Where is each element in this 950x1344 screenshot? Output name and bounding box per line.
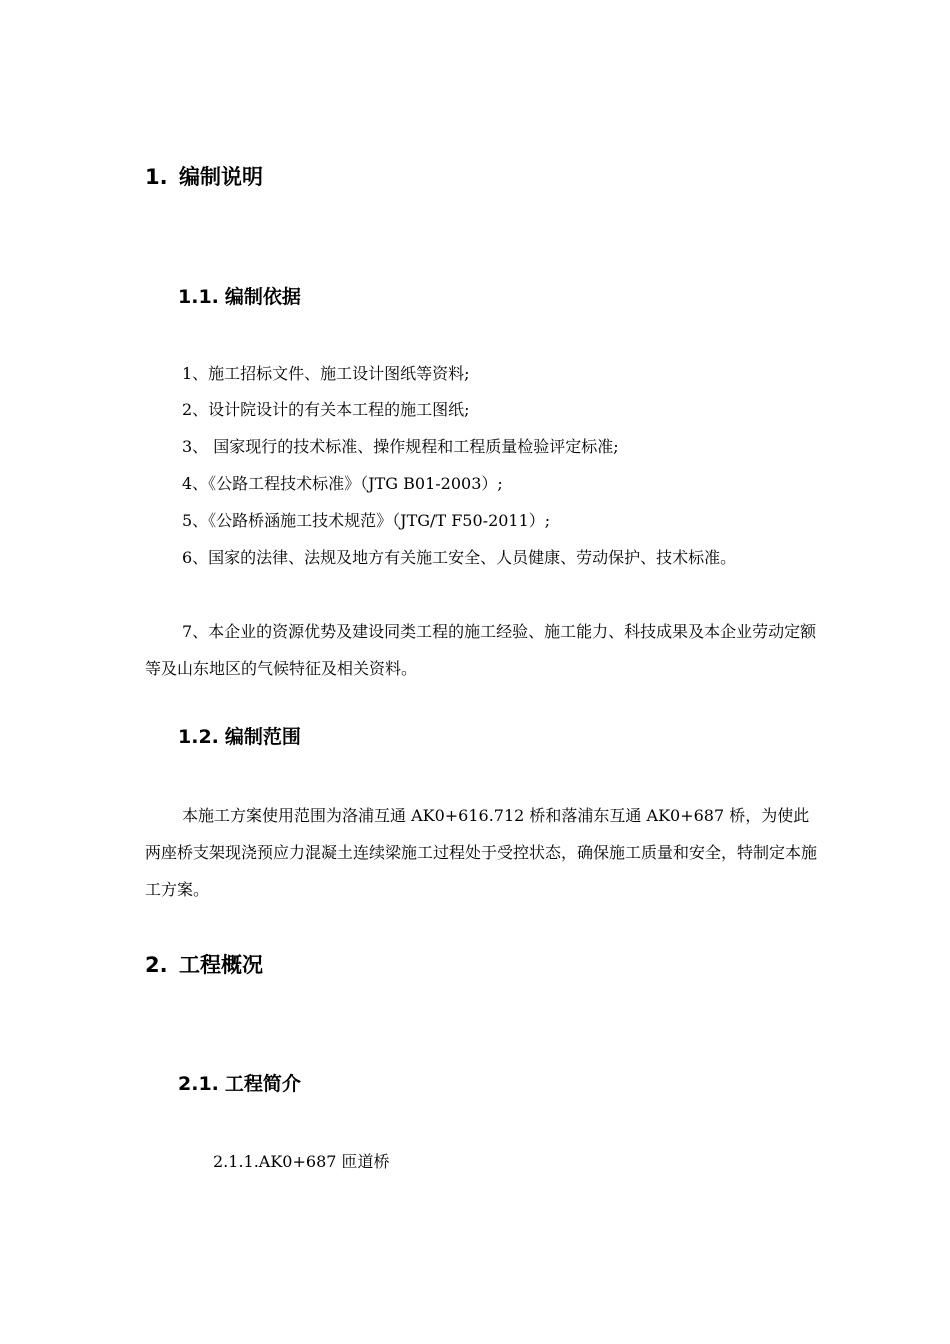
list-item: 4、《公路工程技术标准》（JTG B01-2003）;	[182, 474, 503, 493]
list-item: 1、施工招标文件、施工设计图纸等资料;	[182, 364, 470, 383]
heading-title: 编制依据	[224, 286, 301, 308]
heading-title: 工程概况	[179, 953, 263, 977]
heading-1-2	[178, 724, 301, 750]
heading-2-1-1: 2.1.1.AK0+687 匝道桥	[213, 1152, 390, 1171]
heading-2	[145, 951, 263, 979]
heading-title: 工程简介	[224, 1073, 301, 1095]
heading-number: 2.1.	[178, 1073, 219, 1095]
heading-title: 编制范围	[224, 726, 301, 748]
heading-number: 2.	[145, 953, 168, 977]
list-item-paragraph: 6、国家的法律、法规及地方有关施工安全、人员健康、劳动保护、技术标准。	[182, 548, 737, 567]
heading-number: 1.2.	[178, 726, 219, 748]
list-item: 2、设计院设计的有关本工程的施工图纸;	[182, 400, 470, 419]
heading-2-1	[178, 1071, 301, 1097]
list-item: 3、 国家现行的技术标准、操作规程和工程质量检验评定标准;	[182, 437, 619, 456]
heading-1	[145, 163, 263, 191]
list-item-paragraph: 7、本企业的资源优势及建设同类工程的施工经验、施工能力、科技成果及本企业劳动定额等及山东地区的气候特征及相关资料。	[145, 622, 817, 678]
body-paragraph: 本施工方案使用范围为洛浦互通 AK0+616.712 桥和落浦东互通 AK0+687 桥，为使此两座桥支架现浇预应力混凝土连续梁施工过程处于受控状态，确保施工质量和安全，特制定本施工方案。	[145, 806, 818, 899]
list-item: 5、《公路桥涵施工技术规范》（JTG/T F50-2011）;	[182, 511, 551, 530]
heading-title: 编制说明	[179, 165, 263, 189]
heading-number: 1.1.	[178, 286, 219, 308]
heading-1-1	[178, 284, 301, 310]
heading-number: 1.	[145, 165, 168, 189]
